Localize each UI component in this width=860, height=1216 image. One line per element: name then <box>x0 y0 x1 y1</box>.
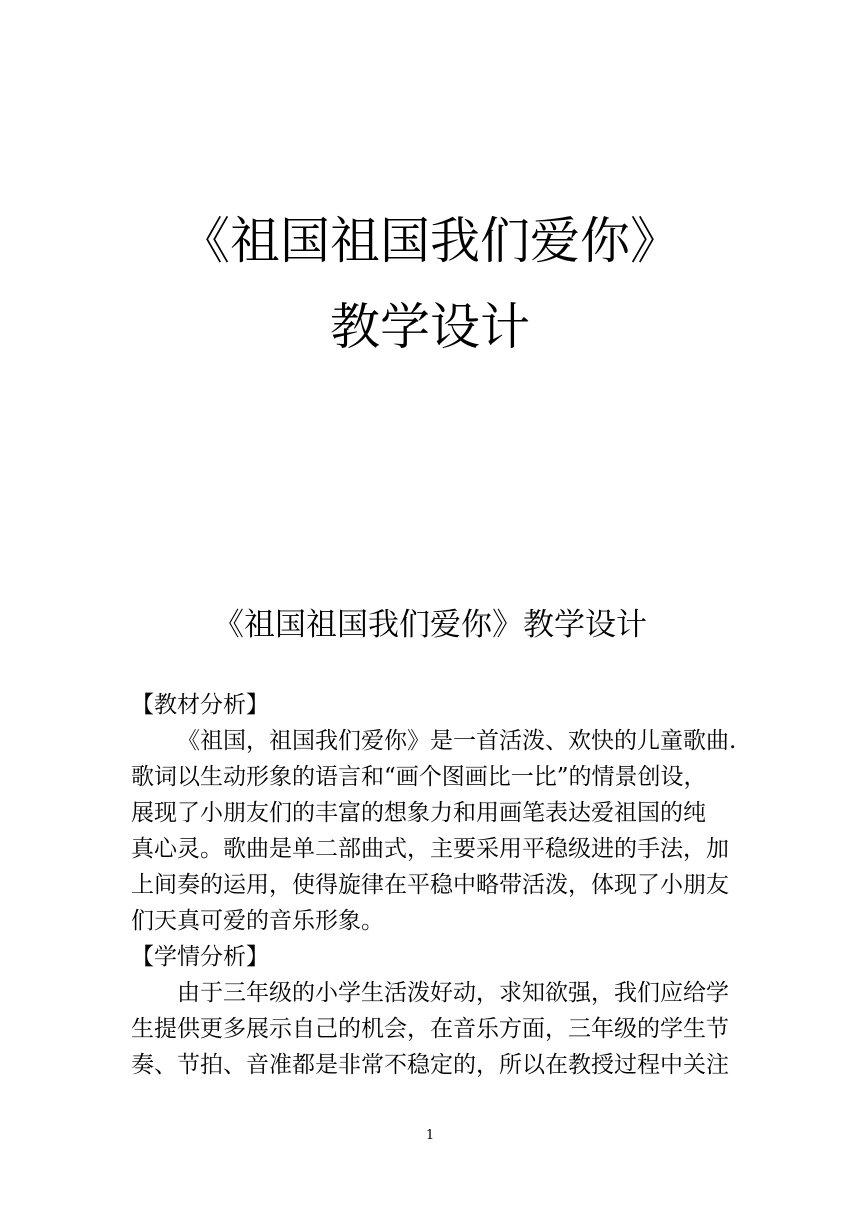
paragraph-line: 《祖国，祖国我们爱你》是一首活泼、欢快的儿童歌曲. <box>177 728 737 754</box>
paragraph-line: 歌词以生动形象的语言和“画个图画比一比”的情景创设， <box>131 764 707 790</box>
cover-title-line2: 教学设计 <box>330 298 530 356</box>
section-heading-learner-analysis: 【学情分析】 <box>131 944 269 970</box>
paragraph-line: 真心灵。歌曲是单二部曲式，主要采用平稳级进的手法，加 <box>131 836 729 862</box>
cover-title-line1: 《祖国祖国我们爱你》 <box>180 212 680 270</box>
paragraph-line: 上间奏的运用，使得旋律在平稳中略带活泼，体现了小朋友 <box>131 872 729 898</box>
paragraph-line: 由于三年级的小学生活泼好动，求知欲强，我们应给学 <box>177 980 729 1006</box>
page-number: 1 <box>425 1128 435 1143</box>
document-body <box>131 687 741 1083</box>
paragraph-line: 奏、节拍、音准都是非常不稳定的，所以在教授过程中关注 <box>131 1052 729 1078</box>
section-heading-textbook-analysis: 【教材分析】 <box>131 692 269 718</box>
paragraph-line: 生提供更多展示自己的机会，在音乐方面，三年级的学生节 <box>131 1016 729 1042</box>
paragraph-line: 们天真可爱的音乐形象。 <box>131 908 384 934</box>
document-title: 《祖国祖国我们爱你》教学设计 <box>213 607 647 643</box>
paragraph-line: 展现了小朋友们的丰富的想象力和用画笔表达爱祖国的纯 <box>131 800 706 826</box>
